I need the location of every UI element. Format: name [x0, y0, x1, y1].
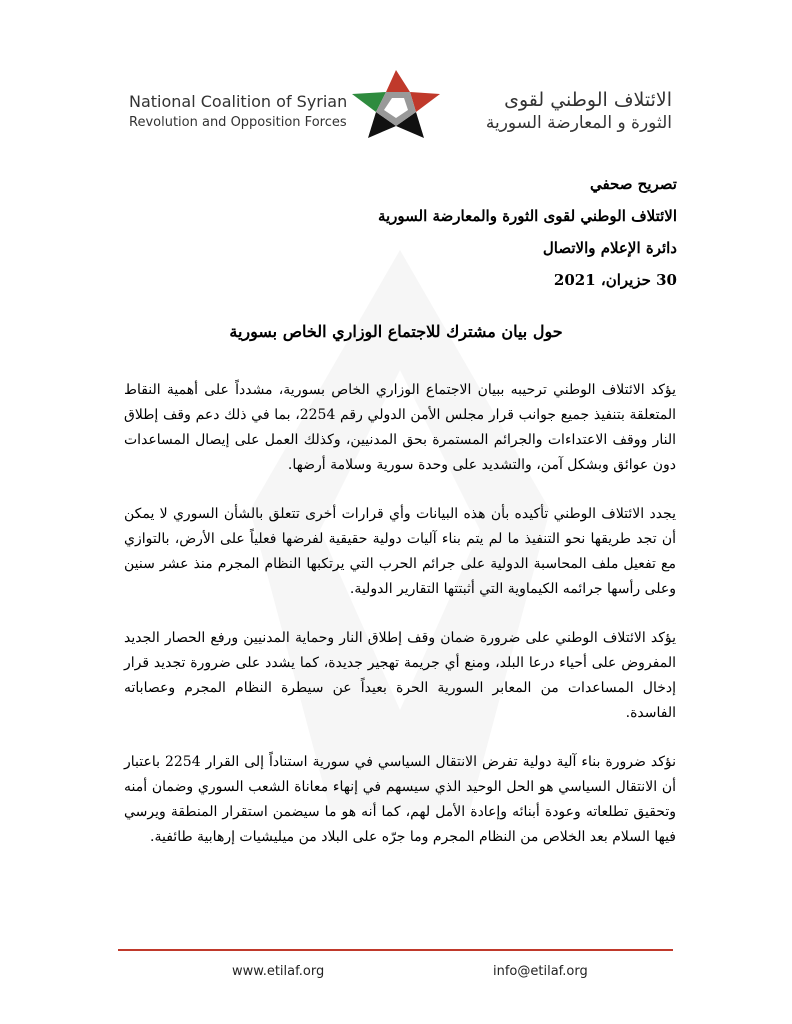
statement-body [124, 378, 676, 874]
document-date: 30 حزيران، 2021 [553, 271, 677, 289]
arabic-org-name [486, 88, 672, 134]
statement-title: حول بيان مشترك للاجتماع الوزاري الخاص بسورية [229, 322, 563, 341]
english-name-line2: Revolution and Opposition Forces [129, 115, 347, 130]
document-meta [378, 168, 677, 296]
department-name: دائرة الإعلام والاتصال [542, 239, 677, 257]
footer-divider [118, 949, 673, 951]
arabic-name-line2: الثورة و المعارضة السورية [485, 113, 672, 133]
paragraph-1: يؤكد الائتلاف الوطني ترحيبه ببيان الاجتماع الوزاري الخاص بسورية، مشدداً على أهمية النقاط المتعلقة بتنفيذ جميع جوانب قرار مجلس الأمن الدولي رقم 2254، بما في ذلك دعم وقف إطلاق النار ووقف الاعتداءات والجرائم المستمرة بحق المدنيين، وكذلك العمل على إيصال المساعدات دون عوائق وبشكل آمن، والتشديد على وحدة سورية وسلامة أرضها. [124, 382, 677, 473]
star-logo-icon [350, 68, 442, 140]
letterhead [0, 60, 792, 150]
paragraph-4: نؤكد ضرورة بناء آلية دولية تفرض الانتقال السياسي في سورية استناداً إلى القرار 2254 باعتبار أن الانتقال السياسي هو الحل الوحيد الذي سيسهم في إنهاء معاناة الشعب السوري وضمان أمنه وتحقيق تطلعاته وعودة أبنائه وإعادة الأمل لهم، كما أنه هو ما سيضمن استقرار المنطقة ويرسي فيها السلام بعد الخلاص من النظام المجرم وما جرّه على البلاد من ميليشيات إرهابية طائفية. [124, 754, 676, 845]
footer-email-link[interactable]: info@etilaf.org [493, 964, 588, 979]
organization-name: الائتلاف الوطني لقوى الثورة والمعارضة السورية [377, 207, 677, 225]
arabic-name-line1: الائتلاف الوطني لقوى [504, 89, 672, 111]
footer-website-link[interactable]: www.etilaf.org [232, 964, 325, 979]
english-org-name [129, 91, 347, 133]
paragraph-3: يؤكد الائتلاف الوطني على ضرورة ضمان وقف إطلاق النار وحماية المدنيين ورفع الحصار الجديد المفروض على أحياء درعا البلد، ومنع أي جريمة تهجير جديدة، كما يشدد على ضرورة تجديد قرار إدخال المساعدات من المعابر السورية الحرة بعيداً عن سيطرة النظام المجرم وعصاباته الفاسدة. [124, 630, 676, 721]
document-type: تصريح صحفي [589, 175, 677, 193]
paragraph-2: يجدد الائتلاف الوطني تأكيده بأن هذه البيانات وأي قرارات أخرى تتعلق بالشأن السوري لا يمكن أن تجد طريقها نحو التنفيذ ما لم يتم بناء آليات دولية حقيقية لفرضها فعلياً على الأرض، بالتوازي مع تفعيل ملف المحاسبة الدولية على جرائم الحرب التي يرتكبها النظام المجرم منذ عشر سنين وعلى رأسها جرائمه الكيماوية التي أثبتتها التقارير الدولية. [124, 506, 676, 597]
english-name-line1: National Coalition of Syrian [129, 92, 348, 111]
